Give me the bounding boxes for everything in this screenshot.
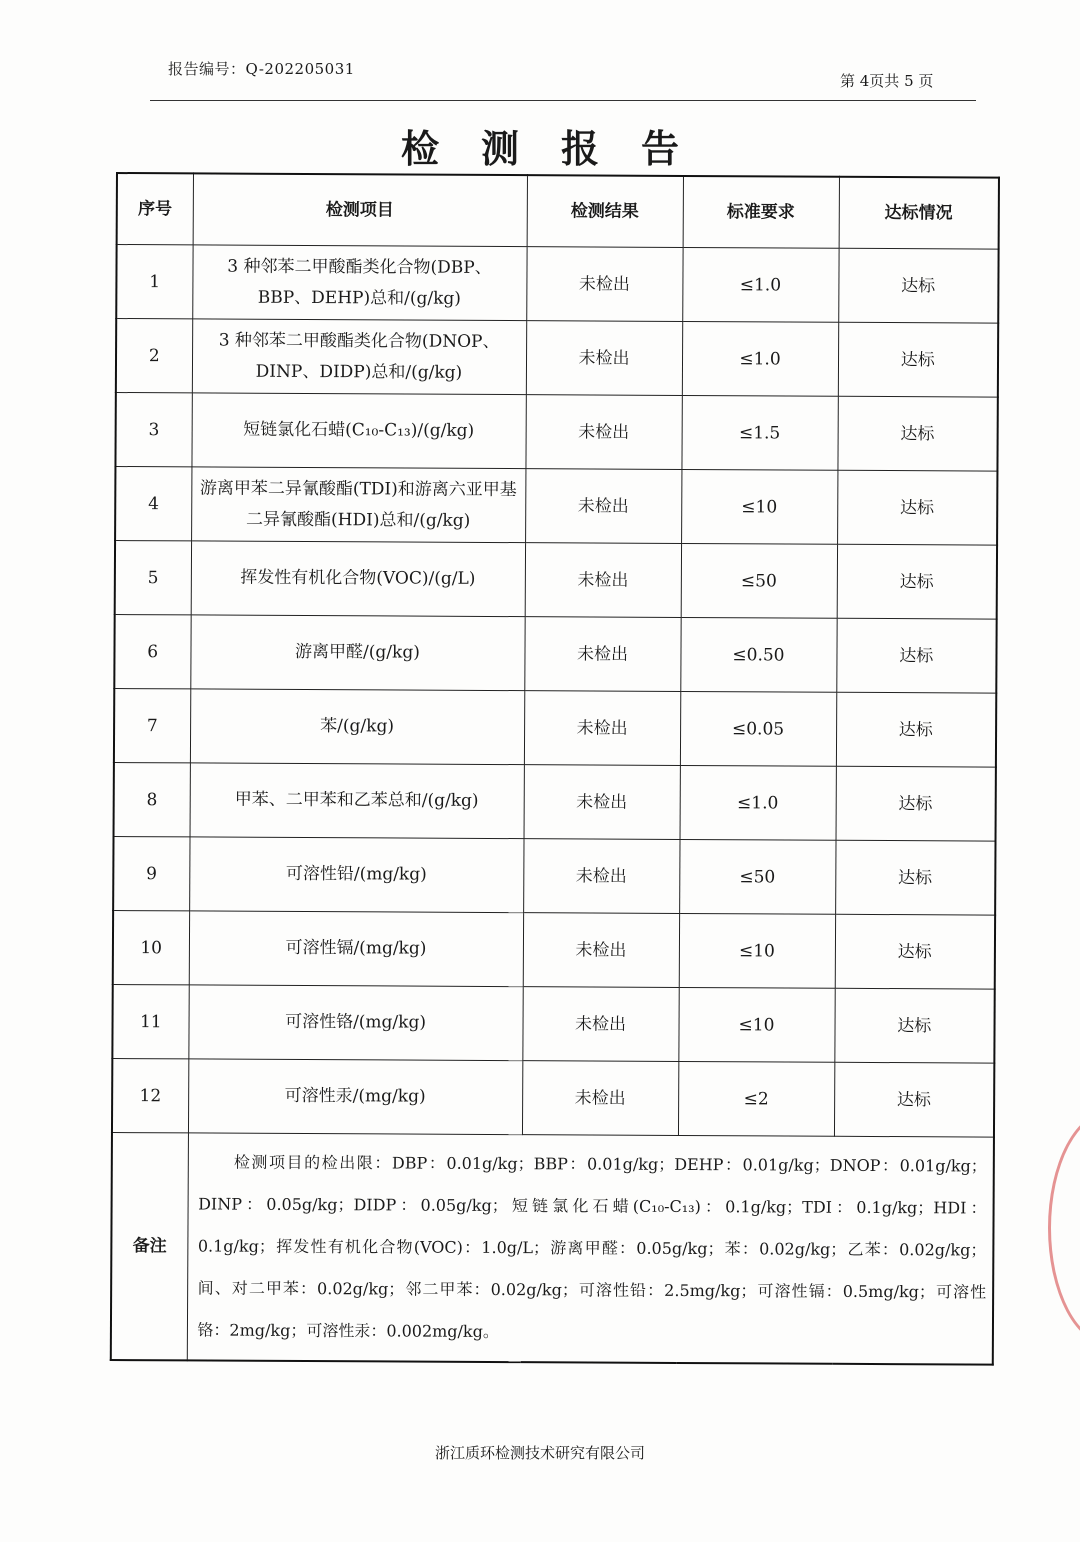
- row-item: 短链氯化石蜡(C₁₀-C₁₃)/(g/kg): [191, 393, 525, 469]
- row-standard: ≤10: [679, 913, 835, 988]
- row-standard: ≤1.0: [680, 765, 836, 840]
- row-status: 达标: [836, 692, 996, 767]
- row-status: 达标: [837, 470, 997, 545]
- row-status: 达标: [835, 840, 995, 915]
- table-row: [113, 910, 995, 989]
- table-row: [114, 614, 996, 693]
- row-status: 达标: [836, 766, 996, 841]
- column-header-result: 检测结果: [527, 175, 683, 247]
- row-number: 5: [115, 541, 191, 615]
- column-header-standard: 标准要求: [683, 176, 839, 248]
- row-result: 未检出: [522, 1061, 678, 1136]
- row-standard: ≤50: [681, 543, 837, 618]
- row-number: 11: [112, 984, 188, 1058]
- row-result: 未检出: [525, 469, 681, 544]
- row-standard: ≤10: [681, 469, 837, 544]
- row-item: 可溶性汞/(mg/kg): [188, 1059, 522, 1135]
- row-standard: ≤1.5: [681, 395, 837, 470]
- report-number: 报告编号：Q-202205031: [168, 60, 355, 78]
- remarks-label: 备注: [111, 1132, 188, 1360]
- row-standard: ≤0.50: [680, 617, 836, 692]
- row-number: 3: [115, 393, 191, 467]
- column-header-item: 检测项目: [193, 173, 527, 246]
- row-result: 未检出: [525, 395, 681, 470]
- row-status: 达标: [836, 618, 996, 693]
- table-row: [115, 541, 997, 620]
- row-result: 未检出: [524, 617, 680, 692]
- remarks-text: [187, 1133, 994, 1365]
- row-item: 游离甲醛/(g/kg): [190, 615, 524, 691]
- row-standard: ≤1.0: [682, 247, 838, 322]
- red-seal-stamp: [1048, 1110, 1080, 1346]
- row-status: 达标: [837, 544, 997, 619]
- table-row: [116, 245, 998, 324]
- row-standard: ≤1.0: [682, 321, 838, 396]
- table-row: [112, 984, 994, 1063]
- table-row: [112, 1058, 994, 1137]
- row-item: 可溶性铬/(mg/kg): [188, 985, 522, 1061]
- row-number: 9: [113, 836, 189, 910]
- row-item: 可溶性镉/(mg/kg): [189, 911, 523, 987]
- table-row: [113, 836, 995, 915]
- table-row: [115, 393, 997, 472]
- row-number: 7: [114, 688, 190, 762]
- row-standard: ≤0.05: [680, 691, 836, 766]
- results-table-wrapper: [110, 172, 998, 1366]
- column-header-no: 序号: [117, 173, 193, 245]
- results-table: [110, 172, 1000, 1366]
- row-result: 未检出: [526, 321, 682, 396]
- table-header-row: [117, 173, 999, 249]
- row-status: 达标: [837, 396, 997, 471]
- row-status: 达标: [834, 1062, 994, 1137]
- row-result: 未检出: [523, 839, 679, 914]
- row-standard: ≤10: [678, 987, 834, 1062]
- header-divider: [150, 100, 976, 101]
- row-result: 未检出: [524, 765, 680, 840]
- table-row: [114, 762, 996, 841]
- row-status: 达标: [838, 322, 998, 397]
- remarks-row: [111, 1132, 994, 1364]
- row-item: 挥发性有机化合物(VOC)/(g/L): [191, 541, 525, 617]
- row-result: 未检出: [523, 913, 679, 988]
- row-result: 未检出: [522, 987, 678, 1062]
- row-status: 达标: [838, 248, 998, 323]
- row-item: 苯/(g/kg): [190, 689, 524, 765]
- row-item: 可溶性铅/(mg/kg): [189, 837, 523, 913]
- row-status: 达标: [834, 988, 994, 1063]
- row-item: 3 种邻苯二甲酸酯类化合物(DNOP、DINP、DIDP)总和/(g/kg): [192, 319, 526, 395]
- table-row: [115, 467, 997, 546]
- table-body: [111, 245, 999, 1365]
- row-number: 1: [116, 245, 192, 319]
- page-indicator: 第 4页共 5 页: [840, 72, 934, 90]
- remarks-content: 检测项目的检出限：DBP：0.01g/kg；BBP：0.01g/kg；DEHP：0.01g/kg；DNOP：0.01g/kg；DINP：0.05g/kg；DIDP：0.05g/kg；短链氯化石蜡(C₁₀-C₁₃)：0.1g/kg；TDI：0.1g/kg；HDI：0.1g/kg；挥发性有机化合物(VOC)：1.0g/L；游离甲醛：0.05g/kg；苯：0.02g/kg；乙苯：0.02g/kg；间、对二甲苯：0.02g/kg；邻二甲苯：0.02g/kg；可溶性铅：2.5mg/kg；可溶性镉：0.5mg/kg；可溶性铬：2mg/kg；可溶性汞：0.002mg/kg。: [197, 1152, 987, 1342]
- row-status: 达标: [835, 914, 995, 989]
- row-result: 未检出: [525, 543, 681, 618]
- row-item: 3 种邻苯二甲酸酯类化合物(DBP、BBP、DEHP)总和/(g/kg): [192, 245, 526, 321]
- column-header-status: 达标情况: [839, 177, 999, 249]
- page-title: 检测报告: [400, 127, 721, 171]
- row-item: 游离甲苯二异氰酸酯(TDI)和游离六亚甲基二异氰酸酯(HDI)总和/(g/kg): [191, 467, 525, 543]
- row-number: 8: [114, 762, 190, 836]
- row-number: 10: [113, 910, 189, 984]
- table-row: [116, 319, 998, 398]
- row-number: 12: [112, 1058, 188, 1132]
- row-result: 未检出: [526, 247, 682, 322]
- row-standard: ≤50: [679, 839, 835, 914]
- row-result: 未检出: [524, 691, 680, 766]
- row-item: 甲苯、二甲苯和乙苯总和/(g/kg): [190, 763, 524, 839]
- row-number: 6: [114, 614, 190, 688]
- row-number: 2: [116, 319, 192, 393]
- row-standard: ≤2: [678, 1061, 834, 1136]
- table-row: [114, 688, 996, 767]
- row-number: 4: [115, 467, 191, 541]
- company-name: 浙江质环检测技术研究有限公司: [434, 1444, 645, 1462]
